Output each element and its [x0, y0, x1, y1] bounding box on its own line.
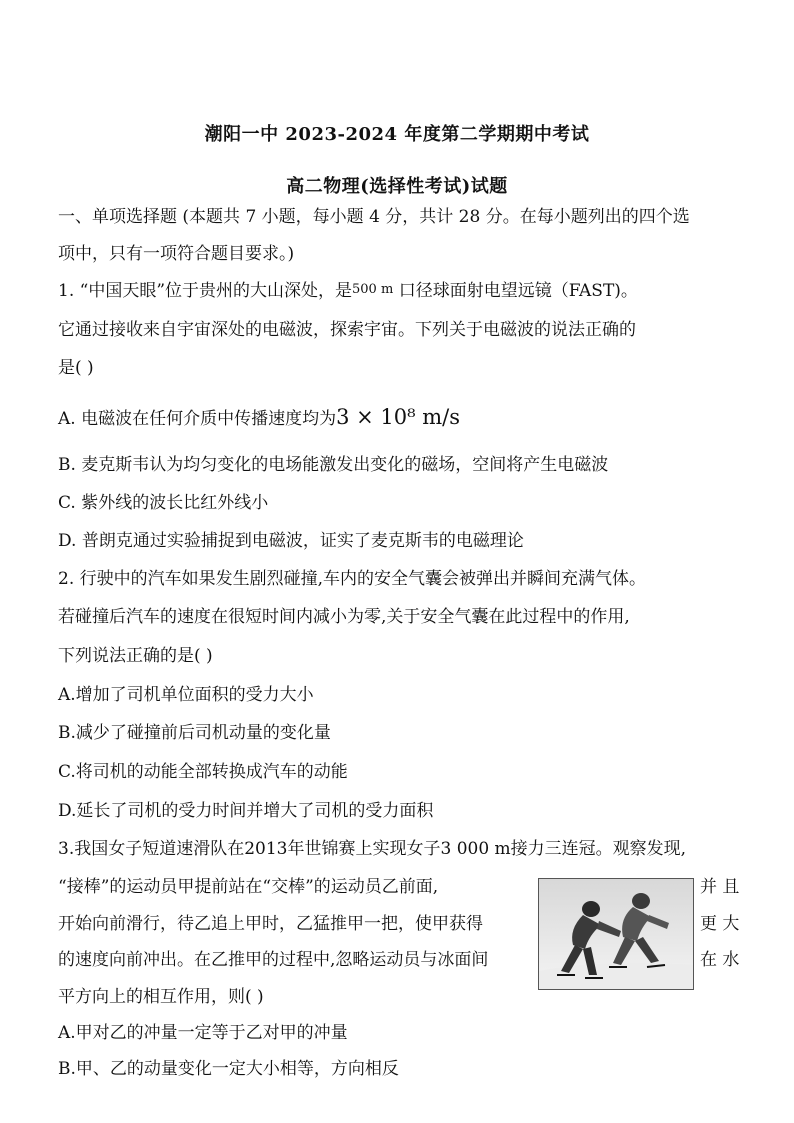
section-heading-line-1: 一、单项选择题 (本题共 7 小题，每小题 4 分，共计 28 分。在每小题列出的四个选: [58, 207, 690, 227]
q1-stem-line-1: [58, 276, 638, 301]
q1-stem-text-a: 1. “中国天眼”位于贵州的大山深处，是: [58, 281, 353, 301]
q3-stem-line-3: 开始向前滑行，待乙追上甲时，乙猛推甲一把，使甲获得: [58, 914, 483, 934]
q1-option-d: D. 普朗克通过实验捕捉到电磁波，证实了麦克斯韦的电磁理论: [58, 531, 524, 551]
q1-stem-line-2: 它通过接收来自宇宙深处的电磁波，探索宇宙。下列关于电磁波的说法正确的: [58, 320, 636, 340]
q1-stem-text-b: 口径球面射电望远镜（FAST)。: [393, 281, 638, 301]
q3-option-b: B.甲、乙的动量变化一定大小相等，方向相反: [58, 1059, 399, 1079]
exam-subtitle: 高二物理(选择性考试)试题: [286, 176, 508, 197]
q2-stem-line-2: 若碰撞后汽车的速度在很短时间内减小为零,关于安全气囊在此过程中的作用,: [58, 607, 630, 627]
q1-aperture-size: 500 m: [352, 282, 394, 297]
q2-stem-line-1: 2. 行驶中的汽车如果发生剧烈碰撞,车内的安全气囊会被弹出并瞬间充满气体。: [58, 569, 647, 589]
q2-option-c: C.将司机的动能全部转换成汽车的动能: [58, 762, 348, 782]
q2-option-b: B.减少了碰撞前后司机动量的变化量: [58, 723, 331, 743]
q2-option-d: D.延长了司机的受力时间并增大了司机的受力面积: [58, 801, 434, 821]
q1-option-b: B. 麦克斯韦认为均匀变化的电场能激发出变化的磁场，空间将产生电磁波: [58, 455, 609, 475]
q3-stem-line-4: 的速度向前冲出。在乙推甲的过程中,忽略运动员与冰面间: [58, 950, 489, 970]
q3-stem-line-1: 3.我国女子短道速滑队在2013年世锦赛上实现女子3 000 m接力三连冠。观察发现,: [58, 839, 687, 859]
section-heading-line-2: 项中，只有一项符合题目要求。): [58, 244, 295, 264]
q1-option-a-text: A. 电磁波在任何介质中传播速度均为: [58, 409, 337, 429]
q3-stem-line-2-tail: 并 且: [700, 877, 740, 897]
q2-stem-line-3: 下列说法正确的是( ): [58, 646, 213, 666]
q1-option-c: C. 紫外线的波长比红外线小: [58, 493, 269, 513]
speed-skaters-photo: [538, 878, 694, 990]
q1-option-a: [58, 404, 460, 429]
exam-title: 潮阳一中 2023-2024 年度第二学期期中考试: [204, 124, 590, 145]
q1-option-a-formula: 3 × 10⁸ m/s: [336, 405, 460, 429]
q1-stem-line-3: 是( ): [58, 358, 94, 378]
q3-stem-line-4-tail: 在 水: [700, 950, 740, 970]
q3-option-a: A.甲对乙的冲量一定等于乙对甲的冲量: [58, 1023, 348, 1043]
q2-option-a: A.增加了司机单位面积的受力大小: [58, 685, 314, 705]
q3-stem-line-5: 平方向上的相互作用，则( ): [58, 987, 264, 1007]
q3-stem-line-2: “接棒”的运动员甲提前站在“交棒”的运动员乙前面,: [58, 877, 439, 897]
q3-stem-line-3-tail: 更 大: [700, 914, 740, 934]
speed-skaters-illustration: [539, 879, 693, 989]
